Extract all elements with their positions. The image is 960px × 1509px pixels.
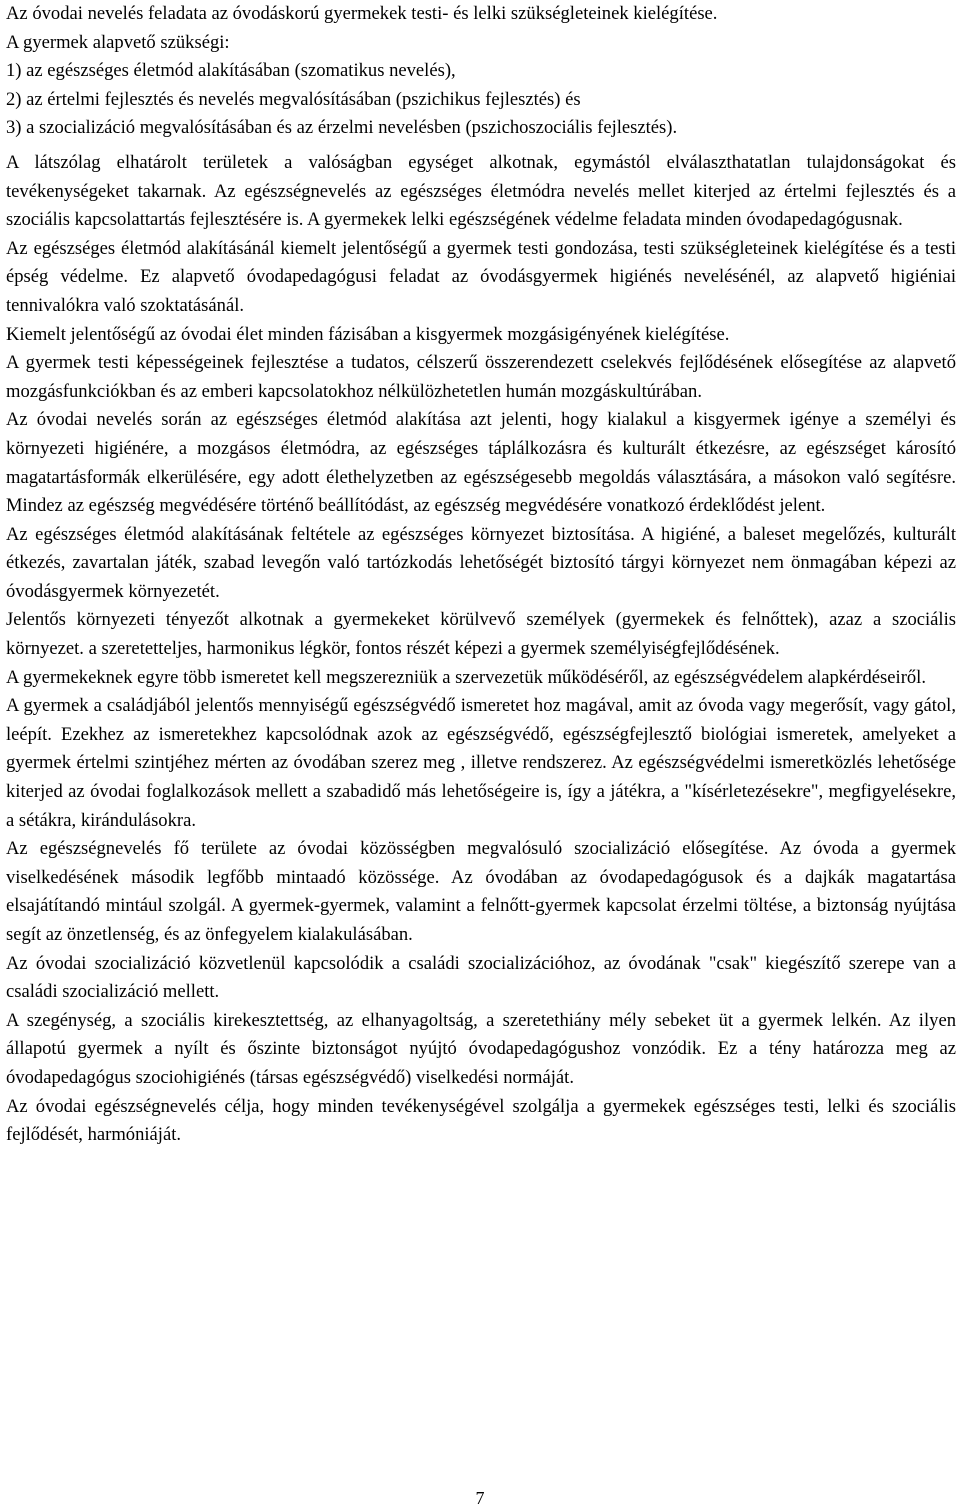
body-paragraph: Az egészséges életmód alakításánál kiemelt jelentőségű a gyermek testi gondozása, testi szükségleteinek kielégítése és a testi épség védelme. Ez alapvető óvodapedagógusi feladat az óvodásgyermek higiénés nevelésénél, az alapvető higiéniai tennivalókra való szoktatásánál. [6, 237, 956, 316]
needs-item: 2) az értelmi fejlesztés és nevelés megvalósításában (pszichikus fejlesztés) és [6, 88, 581, 110]
body-paragraph: A gyermek testi képességeinek fejlesztése a tudatos, célszerű összerendezett cselekvés fejlődésének elősegítése az alapvető mozgásfunkciókban és az emberi kapcsolatokhoz nélkülözhetetlen humán mozgáskultúrában. [6, 352, 956, 402]
intro-sentence: Az óvodai nevelés feladata az óvodáskorú gyermekek testi- és lelki szükségleteinek kielégítése. [6, 3, 718, 24]
body-paragraph: Az óvodai szocializáció közvetlenül kapcsolódik a családi szocializációhoz, az óvodának "csak" kiegészítő szerepe van a családi szocializáció mellett. [6, 952, 956, 1003]
needs-item: 3) a szocializáció megvalósításában és az érzelmi nevelésben (pszichoszociális fejlesztés). [6, 117, 678, 139]
document-page [6, 0, 956, 1150]
needs-item: 1) az egészséges életmód alakításában (szomatikus nevelés), [6, 60, 456, 82]
body-paragraph: A látszólag elhatárolt területek a valóságban egységet alkotnak, egymástól elválaszthatatlan tulajdonságokat és tevékenységeket takarnak. Az egészségnevelés az egészséges életmódra nevelés mellet kiterjed az értelmi fejlesztés és a szociális kapcsolattartás fejlesztésére is. A gyermekek lelki egészségének védelme feladata minden óvodapedagógusnak. [6, 151, 956, 231]
body-paragraph: Jelentős környezeti tényezőt alkotnak a gyermekeket körülvevő személyek (gyermekek és felnőttek), azaz a szociális környezet. a szeretetteljes, harmonikus légkör, fontos részét képezi a gyermek személyiségfejlődésének. [6, 609, 956, 660]
body-paragraph: A gyermek a családjából jelentős mennyiségű egészségvédő ismeretet hoz magával, amit az óvoda vagy megerősít, vagy gátol, leépít. Ezekhez az ismeretekhez kapcsolódnak azok az egészségvédő, egészségfejlesztő biológiai ismeretek, amelyeket a gyermek értelmi szintjéhez mérten az óvodában szerez meg , illetve rendszerez. Az egészségvédelmi ismeretközlés lehetősége kiterjed az óvodai foglalkozások mellett a szabadidő más lehetőségeire is, így a játékra, a "kísérletezésekre", megfigyelésekre, a sétákra, kirándulásokra. [6, 695, 956, 831]
body-paragraph: A szegénység, a szociális kirekesztettség, az elhanyagoltság, a szeretethiány mély sebeket üt a gyermek lelkén. Az ilyen állapotú gyermek a nyílt és őszinte biztonságot nyújtó óvodapedagógushoz vonzódik. Ez a tény határozza meg az óvodapedagógus szociohigiénés (társas egészségvédő) viselkedési normáját. [6, 1009, 956, 1088]
body-paragraph: Az egészséges életmód alakításának feltétele az egészséges környezet biztosítása. A higiéné, a baleset megelőzés, kulturált étkezés, zavartalan játék, szabad levegőn való tartózkodás lehetőségét biztosító tárgyi környezet nem önmagában képezi az óvodásgyermek környezetét. [6, 523, 956, 602]
body-paragraph: Az óvodai nevelés során az egészséges életmód alakítása azt jelenti, hogy kialakul a kisgyermek igénye a személyi és környezeti higiénére, a mozgásos életmódra, az egészséges táplálkozásra és kulturált étkezésre, az egészséget károsító magatartásformák elkerülésére, egy adott élethelyzetben az egészségesebb megoldás választására, a másokon való segítésre. Mindez az egészség megvédésére történő beállítódást, az egészség megvédésére vonatkozó érdeklődést jelent. [6, 409, 956, 517]
needs-heading: A gyermek alapvető szükségi: [6, 31, 230, 53]
body-paragraph: Kiemelt jelentőségű az óvodai élet minden fázisában a kisgyermek mozgásigényének kielégítése. [6, 323, 730, 345]
page-number: 7 [475, 1488, 485, 1508]
body-paragraph: Az óvodai egészségnevelés célja, hogy minden tevékenységével szolgálja a gyermekek egészséges testi, lelki és szociális fejlődését, harmóniáját. [6, 1095, 956, 1146]
body-paragraph: A gyermekeknek egyre több ismeretet kell megszerezniük a szervezetük működéséről, az egészségvédelem alapkérdéseiről. [6, 666, 926, 688]
body-paragraph: Az egészségnevelés fő területe az óvodai közösségben megvalósuló szocializáció elősegítése. Az óvoda a gyermek viselkedésének második legfőbb mintaadó közössége. Az óvodában az óvodapedagógusok és a dajkák magatartása elsajátítandó mintául szolgál. A gyermek-gyermek, valamint a felnőtt-gyermek kapcsolat érzelmi töltése, a biztonság nyújtása segít az önzetlenség, és az önfegyelem kialakulásában. [6, 838, 956, 945]
